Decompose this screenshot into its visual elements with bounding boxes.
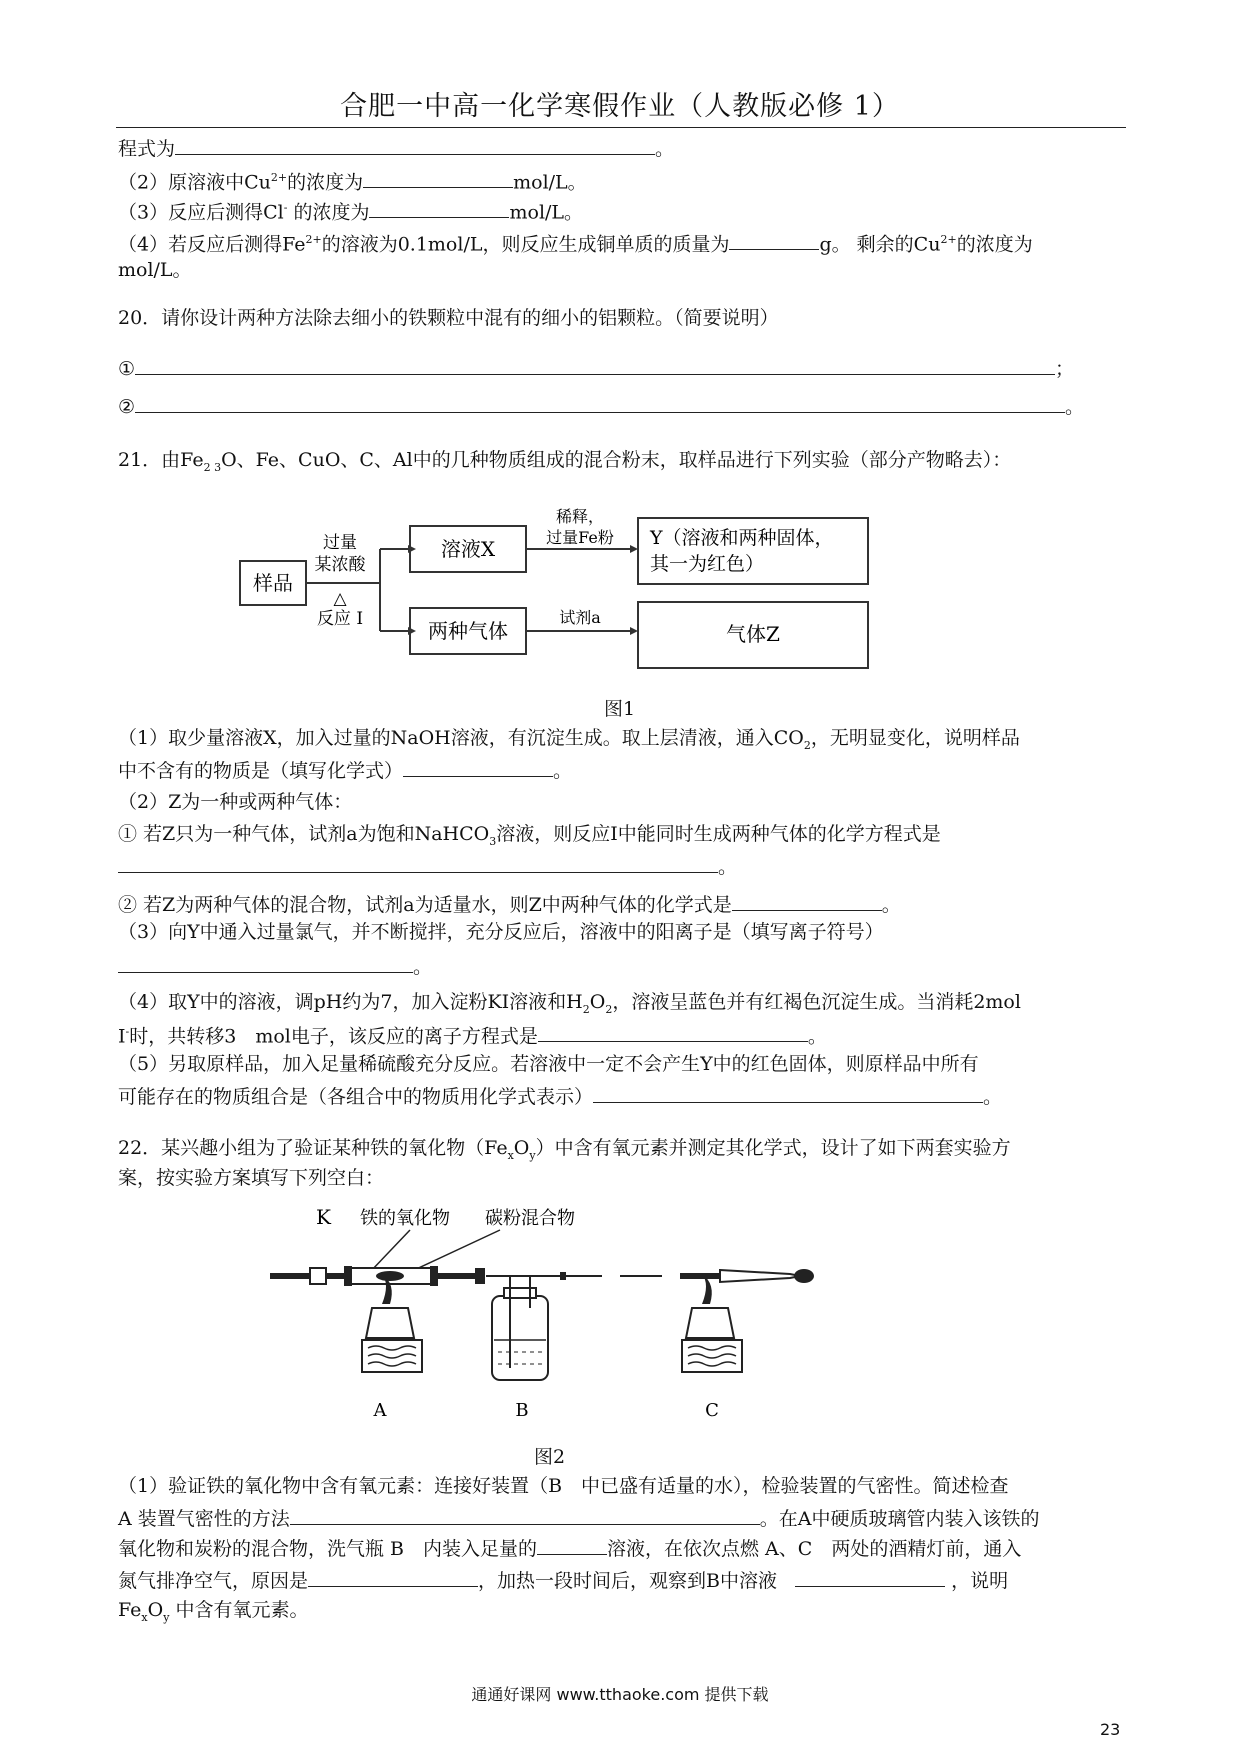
q19-line-equation: 程式为 。 — [118, 134, 674, 161]
page-footer: 通通好课网 www.tthaoke.com 提供下载 — [471, 1685, 769, 1704]
q22-part1-line5: $Fe_xO_y$ 中含有氧元素。 — [118, 1599, 309, 1624]
q19-part2: （2）原溶液中$Cu^{2+}$的浓度为 mol/L。 — [118, 166, 587, 194]
answer-blank[interactable] — [369, 197, 509, 218]
figure-1-flowchart — [230, 498, 890, 678]
answer-blank[interactable] — [403, 756, 553, 777]
q22-part1-line2: A 装置气密性的方法 。在A中硬质玻璃管内装入该铁的 — [118, 1504, 1040, 1531]
q19-part4: （4）若反应后测得$Fe^{2+}$的溶液为0.1mol/L，则反应生成铜单质的质量为 g。 剩余的$Cu^{2+}$的浓度为 — [118, 228, 1033, 256]
label-two-gases: 两种气体 — [428, 619, 508, 643]
label-a: A — [373, 1400, 387, 1420]
label-reaction: 反应 I — [316, 609, 364, 629]
answer-blank[interactable] — [175, 134, 655, 155]
label-reagent-a: 试剂a — [559, 608, 601, 627]
q21-part3: （3）向Y中通入过量氯气，并不断搅拌，充分反应后，溶液中的阳离子是（填写离子符号） — [118, 921, 884, 943]
answer-blank[interactable] — [135, 354, 1055, 375]
answer-blank[interactable] — [732, 890, 882, 911]
q22-part1: （1）验证铁的氧化物中含有氧元素：连接好装置（B 中已盛有适量的水），检验装置的气密性。简述检查 — [118, 1475, 1009, 1497]
q21-part4: （4）取Y中的溶液，调pH约为7，加入淀粉KI溶液和$H_2O_2$，溶液呈蓝色并有红褐色沉淀生成。当消耗2mol — [118, 991, 1021, 1016]
label-y-line2: 其一为红色） — [650, 553, 765, 575]
q22-stem: 22．某兴趣小组为了验证某种铁的氧化物$(Fe_xO_y)$中含有氧元素并测定其化学式，设计了如下两套实验方 — [118, 1137, 1011, 1162]
arrow-head — [630, 545, 638, 553]
figure-2-apparatus — [260, 1200, 880, 1420]
arrow-head — [408, 545, 416, 553]
page-header-title: 合肥一中高一化学寒假作业（人教版必修 1） — [340, 91, 900, 122]
q21-part2-i: ① 若Z只为一种气体，试剂a为饱和NaHCO$_3$溶液，则反应I中能同时生成两种气体的化学方程式是 — [118, 823, 941, 848]
q21-stem: 21．由$Fe_{2 3}O$、Fe、CuO、C、Al中的几种物质组成的混合粉末，取样品进行下列实验（部分产物略去）： — [118, 449, 1012, 474]
q19-part3: （3）反应后测得Cl- 的浓度为 mol/L。 — [118, 196, 583, 224]
q22-stem-cont: 案，按实验方案填写下列空白： — [118, 1167, 385, 1189]
answer-blank[interactable] — [308, 1566, 478, 1587]
label-dilute: 稀释， — [555, 507, 605, 526]
label-k: K — [316, 1205, 331, 1229]
q20-stem: 20．请你设计两种方法除去细小的铁颗粒中混有的细小的铝颗粒。（简要说明） — [118, 307, 779, 329]
answer-blank[interactable] — [290, 1504, 760, 1525]
q20-item1: ① ； — [118, 354, 1074, 381]
label-fe-powder: 过量Fe粉 — [546, 528, 614, 547]
label-heat: △ — [333, 589, 347, 609]
q19-part4-unit: mol/L。 — [118, 259, 192, 281]
q21-part1: （1）取少量溶液X，加入过量的NaOH溶液，有沉淀生成。取上层清液，通入$CO_2$，无明显变化，说明样品 — [118, 727, 1020, 752]
answer-blank[interactable] — [593, 1082, 983, 1103]
answer-blank[interactable] — [538, 1021, 808, 1042]
label-c: C — [705, 1400, 719, 1420]
arrow-head — [630, 627, 638, 635]
label-solution-x: 溶液X — [440, 537, 496, 561]
label-acid: 某浓酸 — [314, 555, 366, 575]
answer-blank[interactable] — [729, 229, 819, 250]
wash-bottle-b — [492, 1296, 548, 1380]
q21-part5-cont: 可能存在的物质组合是（各组合中的物质用化学式表示） 。 — [118, 1082, 1002, 1109]
answer-blank[interactable] — [118, 852, 718, 873]
q21-part2-title: （2）Z为一种或两种气体： — [118, 791, 353, 813]
label-y-line1: Y（溶液和两种固体， — [650, 527, 834, 549]
figure-1-caption: 图1 — [604, 698, 636, 720]
label-b: B — [515, 1400, 529, 1420]
arrow-head — [408, 627, 416, 635]
label-oxide: 铁的氧化物 — [360, 1208, 450, 1229]
answer-blank[interactable] — [118, 952, 413, 973]
label-gas-z: 气体Z — [726, 622, 780, 646]
answer-blank[interactable] — [363, 167, 513, 188]
alcohol-lamp-a — [366, 1308, 414, 1338]
figure-2-caption: 图2 — [534, 1446, 566, 1468]
q21-part5: （5）另取原样品，加入足量稀硫酸充分反应。若溶液中一定不会产生Y中的红色固体，则原样品中所有 — [118, 1053, 979, 1075]
q21-part4-cont: I-时，共转移3 mol电子，该反应的离子方程式是 。 — [118, 1020, 827, 1048]
answer-blank[interactable] — [795, 1566, 945, 1587]
valve-k — [310, 1268, 326, 1284]
page-number: 23 — [1100, 1720, 1121, 1739]
q22-part1-line3: 氧化物和炭粉的混合物，洗气瓶 B 内装入足量的 溶液，在依次点燃 A、C 两处的酒精灯前，通入 — [118, 1534, 1021, 1561]
q21-part1-cont: 中不含有的物质是（填写化学式） 。 — [118, 756, 572, 783]
q22-part1-line4: 氮气排净空气，原因是 ，加热一段时间后，观察到B中溶液 ，说明 — [118, 1566, 1008, 1593]
label-carbon: 碳粉混合物 — [485, 1208, 575, 1229]
sample-mixture — [376, 1271, 404, 1281]
answer-blank[interactable] — [135, 392, 1065, 413]
q19-equation-prefix: 程式为 — [118, 138, 176, 160]
header-divider — [116, 127, 1126, 128]
label-sample: 样品 — [253, 571, 293, 595]
q21-part3-answer: 。 — [118, 952, 432, 979]
label-excess: 过量 — [323, 533, 357, 553]
q21-part2-i-answer: 。 — [118, 852, 737, 879]
q20-item2: ② 。 — [118, 392, 1084, 419]
q21-part2-ii: ② 若Z为两种气体的混合物，试剂a为适量水，则Z中两种气体的化学式是 。 — [118, 890, 901, 917]
answer-blank[interactable] — [537, 1534, 607, 1555]
alcohol-lamp-c — [686, 1308, 734, 1338]
